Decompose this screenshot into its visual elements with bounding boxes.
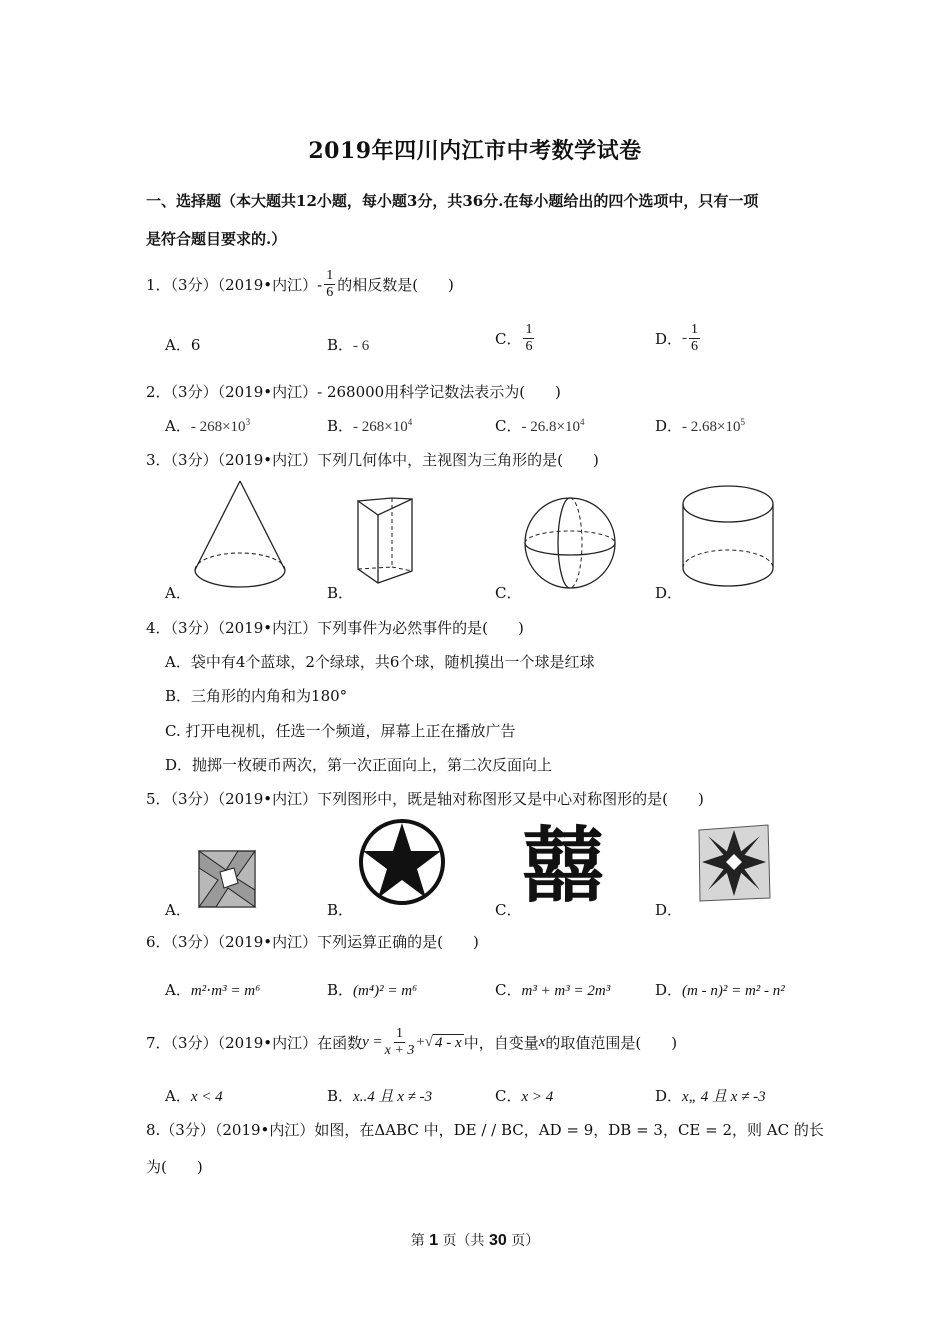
question-2-stem: 2．（3分）（2019•内江）- 268000用科学记数法表示为( ) (146, 383, 561, 401)
q7-suffix2: 的取值范围是( ) (545, 1034, 678, 1052)
q6-option-d (655, 979, 785, 1000)
q6-option-b (327, 979, 417, 1000)
q7-b-value: x..4 且 x ≠ -3 (353, 1089, 433, 1105)
q2-c-label: C． (495, 417, 522, 435)
q2-a-label: A． (165, 417, 191, 435)
q1-d-fraction (689, 322, 700, 355)
octagram-tile-figure (696, 824, 770, 902)
q7-c-label: C． (495, 1087, 522, 1105)
question-4-stem: 4．（3分）（2019•内江）下列事件为必然事件的是( ) (146, 619, 524, 637)
q7-option-a (165, 1085, 223, 1106)
q1-d-den: 6 (691, 339, 699, 354)
footer-total-pages: 30 (489, 1232, 507, 1249)
q7-c-value: x > 4 (521, 1089, 554, 1105)
q1-fraction (324, 268, 335, 301)
q5-option-a: A． (165, 901, 191, 919)
q6-a-value: m²⋅m³ = m⁶ (190, 983, 261, 999)
q6-option-a (165, 979, 260, 1000)
q1-suffix: 的相反数是( ) (337, 276, 454, 294)
question-6-stem: 6．（3分）（2019•内江）下列运算正确的是( ) (146, 933, 479, 951)
q7-root-sign: √ (424, 1034, 434, 1050)
pinwheel-square-figure (198, 850, 256, 908)
q2-d-exp: 5 (740, 417, 745, 427)
sphere-figure (522, 495, 618, 591)
q6-b-label: B． (327, 981, 354, 999)
q7-frac-num: 1 (395, 1026, 403, 1041)
q4-option-c: C. 打开电视机，任选一个频道，屏幕上正在播放广告 (165, 722, 516, 740)
q6-c-value: m³ + m³ = 2m³ (521, 983, 611, 999)
question-8-line2: 为( ) (146, 1158, 203, 1176)
q5-option-c: C． (495, 901, 522, 919)
footer-pre: 第 (410, 1233, 425, 1249)
question-8-line1: 8.（3分）（2019•内江）如图，在ΔABC 中，DE / / BC，AD = 9，DB = 3，CE = 2，则 AC 的长 (146, 1121, 824, 1139)
q7-x: x (538, 1034, 546, 1050)
q1-d-sign: - (682, 330, 688, 346)
q1-option-b (327, 334, 369, 355)
q5-option-d: D． (655, 901, 683, 919)
q3-option-b: B． (327, 584, 354, 602)
q6-option-c (495, 979, 610, 1000)
q1-option-c (495, 322, 536, 355)
q7-fraction (385, 1026, 415, 1059)
q7-prefix: 7．（3分）（2019•内江）在函数 (146, 1034, 363, 1052)
q1-prefix: 1．（3分）（2019•内江）- (146, 276, 323, 294)
double-happiness-figure: 囍 (522, 819, 601, 914)
q6-d-value: (m - n)² = m² - n² (682, 983, 785, 999)
q1-b-value: - 6 (353, 338, 370, 354)
q2-b-label: B． (327, 417, 354, 435)
q1-option-d (655, 322, 702, 355)
q7-plus: + (416, 1034, 425, 1050)
section-header-line2: 是符合题目要求的.） (146, 230, 287, 248)
cylinder-figure (680, 482, 776, 592)
question-7-stem (146, 1026, 677, 1059)
q1-d-label: D． (655, 330, 683, 348)
q7-d-label: D． (655, 1087, 683, 1105)
q1-d-num: 1 (691, 322, 699, 337)
q7-frac-den: x + 3 (384, 1043, 415, 1058)
q4-option-a: A．袋中有4个蓝球，2个绿球，共6个球，随机摸出一个球是红球 (165, 653, 595, 671)
q1-frac-num: 1 (326, 268, 334, 283)
q6-c-label: C． (495, 981, 522, 999)
question-5-stem: 5．（3分）（2019•内江）下列图形中，既是轴对称图形又是中心对称图形的是( ) (146, 790, 704, 808)
q1-c-label: C． (495, 330, 522, 348)
q2-d-label: D． (655, 417, 683, 435)
q7-y: y = (362, 1034, 383, 1050)
section-header-line1: 一、选择题（本大题共12小题，每小题3分，共36分.在每小题给出的四个选项中，只有一项 (146, 192, 759, 210)
q7-option-c (495, 1085, 553, 1106)
q7-d-value: x„ 4 且 x ≠ -3 (682, 1089, 766, 1105)
q4-option-b: B．三角形的内角和为180° (165, 687, 348, 705)
q1-frac-den: 6 (326, 285, 334, 300)
q2-c-exp: 4 (579, 417, 585, 427)
q7-suffix: 中，自变量 (463, 1034, 539, 1052)
q3-option-c: C． (495, 584, 522, 602)
star-in-circle-figure (358, 818, 446, 906)
q2-a-exp: 3 (245, 417, 251, 427)
q3-option-d: D． (655, 584, 683, 602)
q2-c-value: - 26.8×10 (521, 419, 580, 435)
q1-c-num: 1 (525, 322, 533, 337)
q2-option-c (495, 415, 584, 436)
q6-b-value: (m⁴)² = m⁶ (353, 983, 418, 999)
q2-b-value: - 268×10 (353, 419, 408, 435)
q7-a-value: x < 4 (190, 1089, 223, 1105)
q7-option-b (327, 1085, 432, 1106)
q2-option-a (165, 415, 250, 436)
cone-figure (190, 478, 290, 596)
footer-page-number: 1 (429, 1232, 439, 1249)
q1-b-label: B． (327, 336, 354, 354)
q2-d-value: - 2.68×10 (682, 419, 741, 435)
q7-root-value: 4 - x (435, 1034, 462, 1051)
q1-c-fraction (523, 322, 534, 355)
q2-a-value: - 268×10 (190, 419, 246, 435)
q2-option-d (655, 415, 745, 436)
q1-option-a: A．6 (165, 336, 201, 354)
q3-option-a: A． (165, 584, 191, 602)
q5-option-b: B． (327, 901, 354, 919)
q7-b-label: B． (327, 1087, 354, 1105)
q1-c-den: 6 (525, 339, 533, 354)
q6-a-label: A． (165, 981, 191, 999)
q6-d-label: D． (655, 981, 683, 999)
footer-mid: 页（共 (442, 1233, 485, 1249)
q4-option-d: D．抛掷一枚硬币两次，第一次正面向上，第二次反面向上 (165, 756, 553, 774)
page-footer (0, 1230, 950, 1250)
page-title: 2019年四川内江市中考数学试卷 (308, 138, 642, 164)
footer-post: 页） (511, 1233, 540, 1249)
q7-option-d (655, 1085, 766, 1106)
question-3-stem: 3．（3分）（2019•内江）下列几何体中，主视图为三角形的是( ) (146, 451, 599, 469)
question-1-stem (146, 268, 454, 301)
q2-b-exp: 4 (407, 417, 413, 427)
q2-option-b (327, 415, 412, 436)
q7-a-label: A． (165, 1087, 191, 1105)
triangular-prism-figure (352, 493, 422, 588)
